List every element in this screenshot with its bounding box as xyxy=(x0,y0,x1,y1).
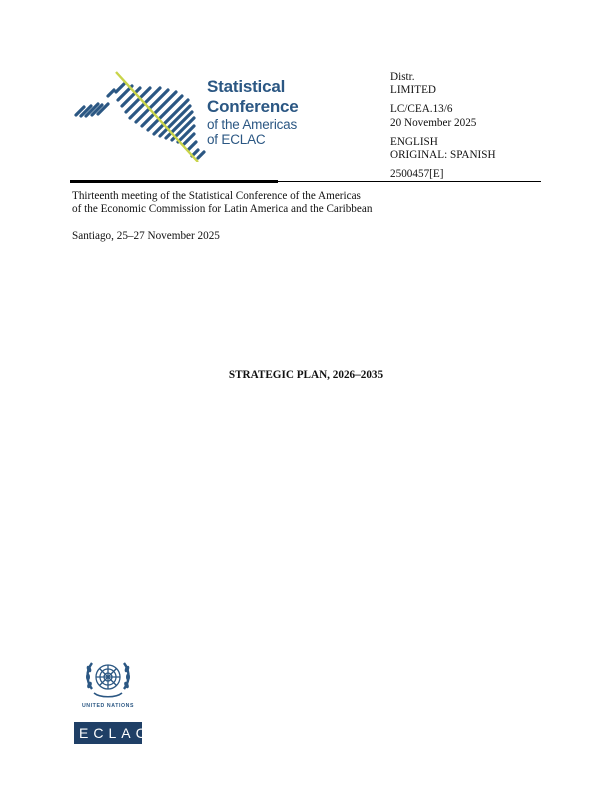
distr-label: Distr. xyxy=(390,71,415,83)
doc-date: 20 November 2025 xyxy=(390,116,477,129)
distr-limited: LIMITED xyxy=(390,84,436,97)
doc-job-number: 2500457[E] xyxy=(390,168,444,181)
doc-language: ENGLISH xyxy=(390,135,438,148)
conference-logo xyxy=(70,70,310,162)
meeting-place-date: Santiago, 25–27 November 2025 xyxy=(72,230,220,242)
document-title: STRATEGIC PLAN, 2026–2035 xyxy=(228,369,384,381)
distribution-block xyxy=(390,71,496,181)
logo-subtitle-line1: of the Americas xyxy=(207,117,298,132)
meeting-info xyxy=(72,190,372,216)
logo-subtitle-line2: of ECLAC xyxy=(207,132,266,147)
united-nations-label: UNITED NATIONS xyxy=(81,703,135,709)
header-rule-thin xyxy=(278,181,541,182)
logo-title-line1: Statistical xyxy=(207,77,286,96)
meeting-line1: Thirteenth meeting of the Statistical Conference of the Americas xyxy=(72,190,361,202)
meeting-line2: of the Economic Commission for Latin America and the Caribbean xyxy=(72,203,373,215)
eclac-logo: ECLAC xyxy=(74,722,142,744)
logo-title-line2: Conference xyxy=(207,97,299,116)
logo-wordmark xyxy=(207,77,299,147)
un-emblem-icon xyxy=(82,655,134,703)
americas-map-icon xyxy=(70,70,220,162)
doc-original-language: ORIGINAL: SPANISH xyxy=(390,149,496,162)
doc-symbol: LC/CEA.13/6 xyxy=(390,103,453,116)
header-rule-thick xyxy=(70,180,278,183)
